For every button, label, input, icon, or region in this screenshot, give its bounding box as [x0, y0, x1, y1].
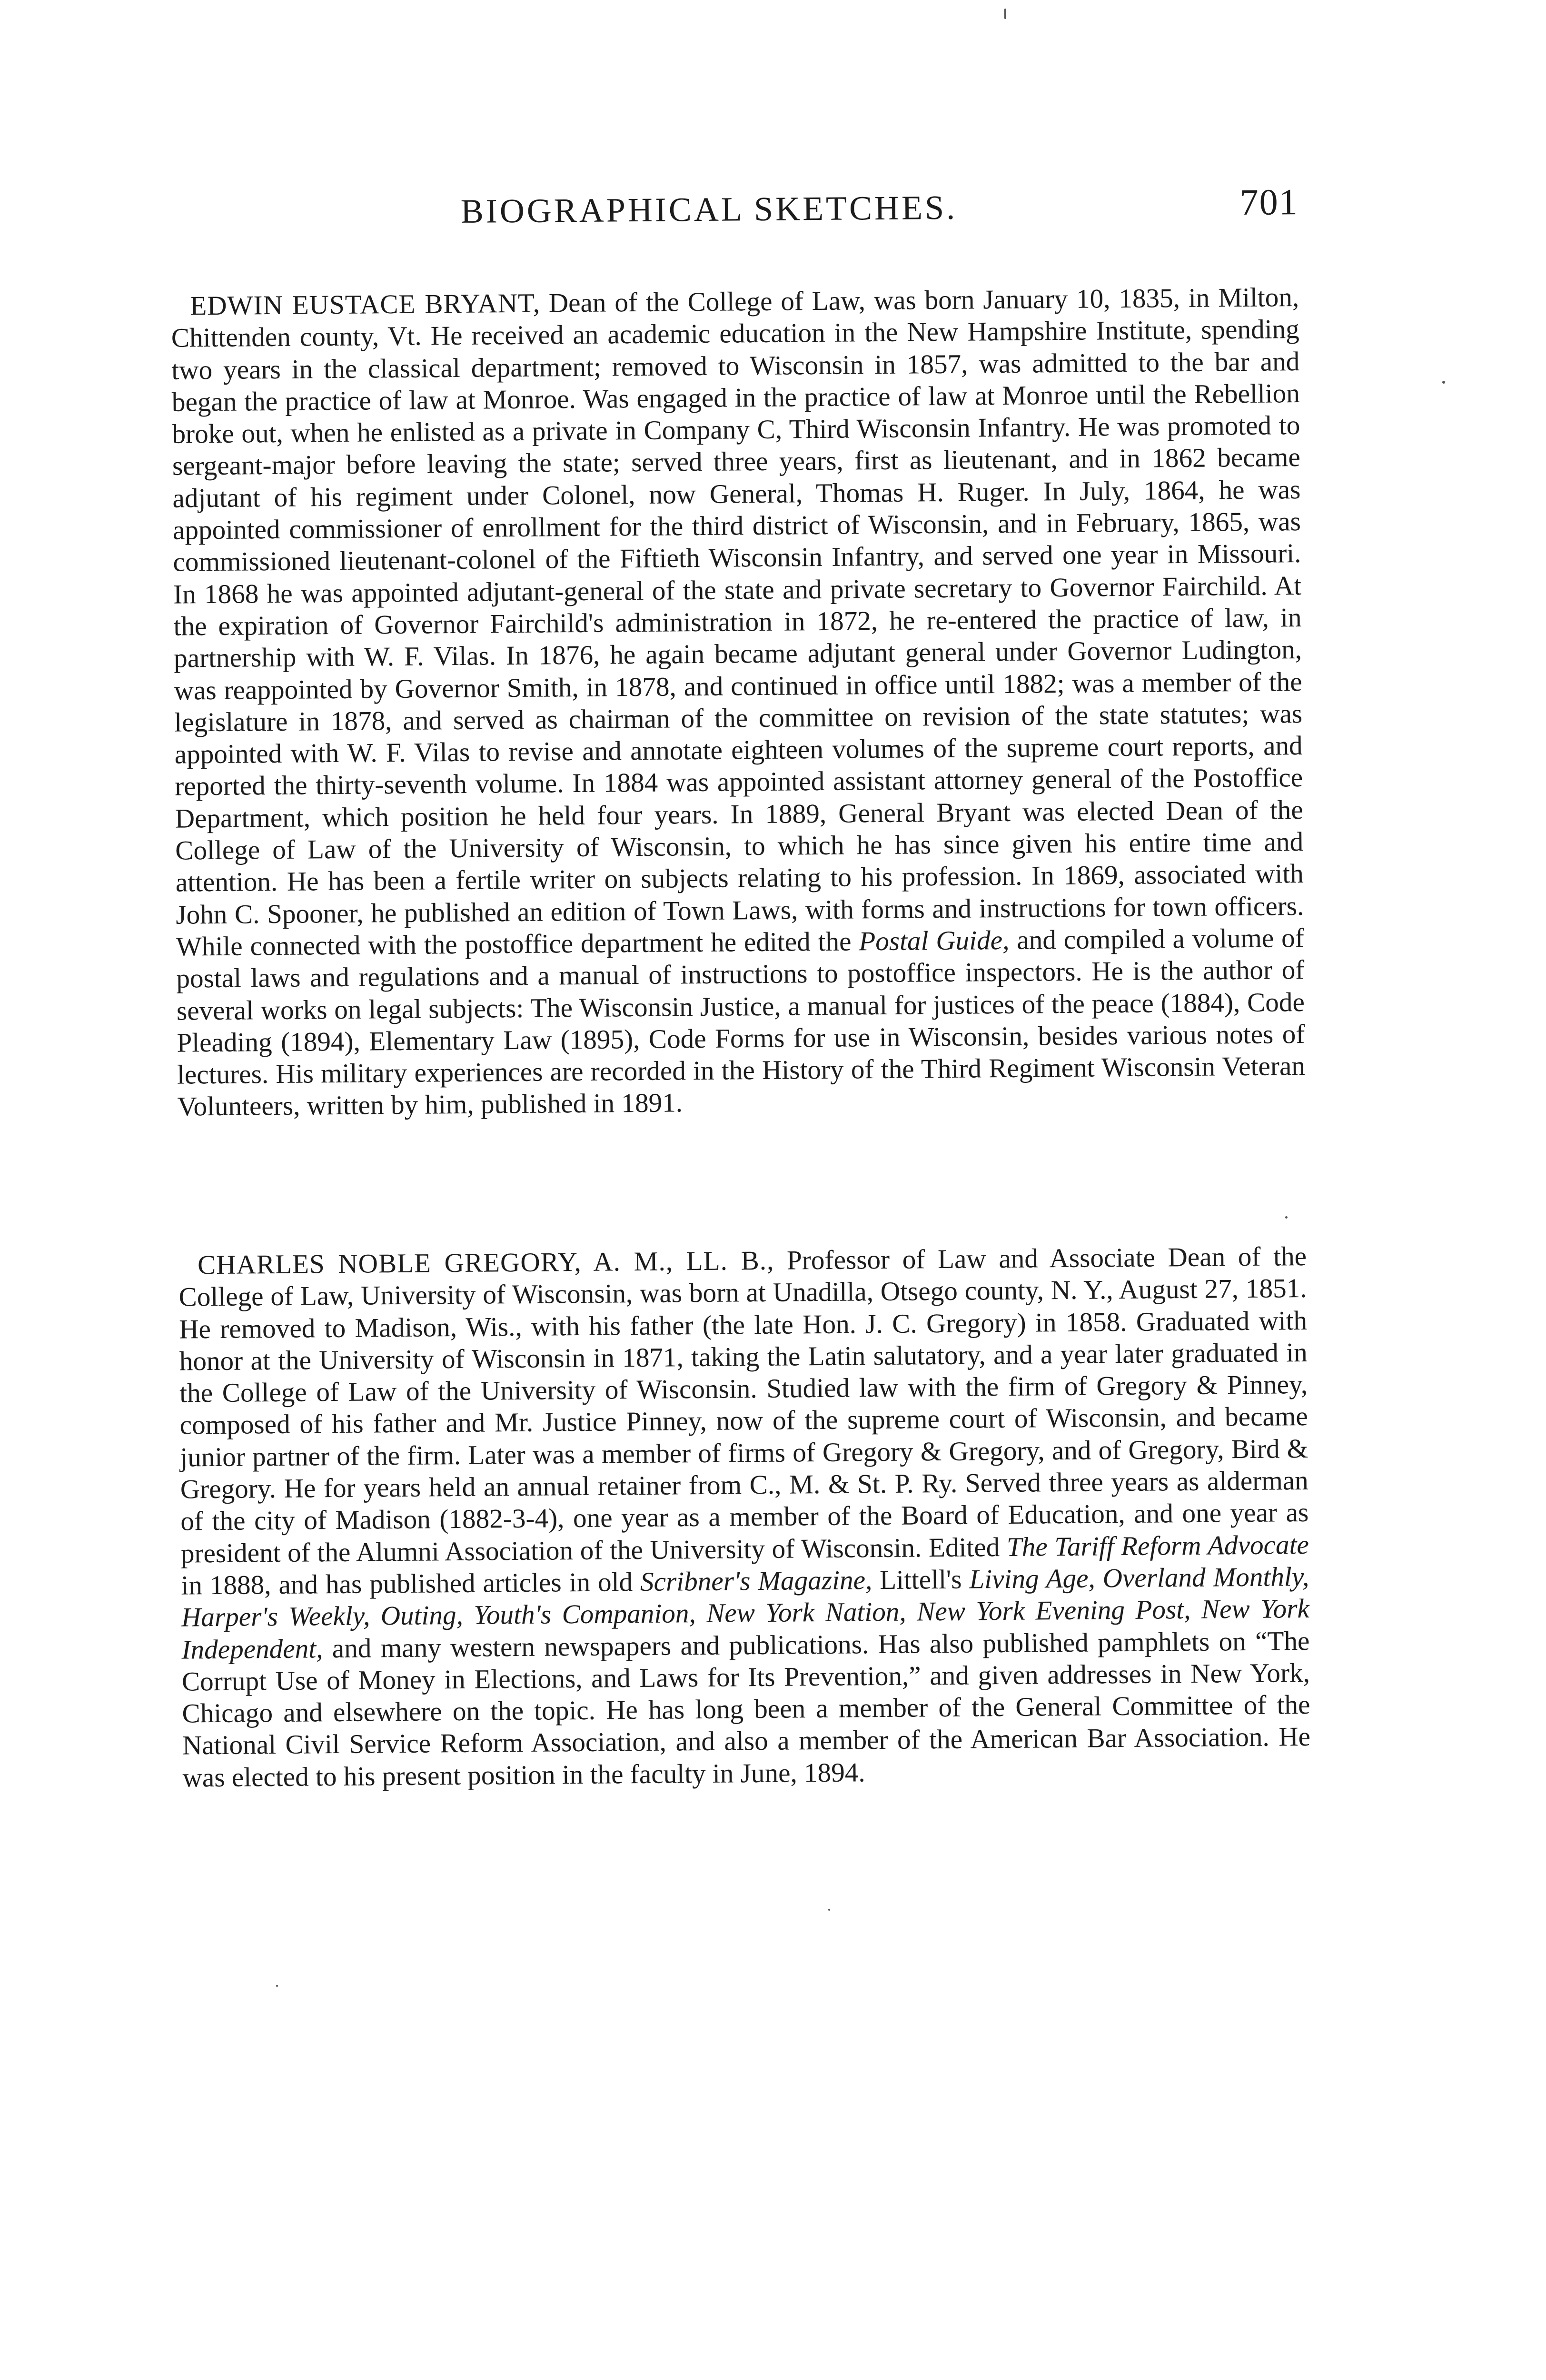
- print-speck: [1004, 9, 1006, 19]
- sketch-text: in 1888, and has published articles in old: [181, 1567, 641, 1601]
- biographical-sketch-bryant: [171, 281, 1306, 1123]
- sketch-paragraph: [171, 281, 1306, 1123]
- biographical-sketch-gregory: [178, 1240, 1311, 1794]
- sketch-text: and compiled a volume of postal laws and regulations and a manual of instructions to postoffice inspectors. He is the author of several works on legal subjects: The Wisconsin Justice, a manual for justices of the peace (1884), Code Pleading (1894), Elementary Law (1895), Code Forms for use in Wisconsin, besides various notes of lectures. His military experiences are recorded in the History of the Third Regiment Wisconsin Veteran Volunteers, written by him, published in 1891.: [176, 922, 1306, 1122]
- print-speck: [276, 1985, 278, 1987]
- print-speck: [1442, 381, 1445, 384]
- running-head: [170, 180, 1298, 247]
- italic-title: The Tariff Reform Advocate: [1006, 1529, 1309, 1562]
- sketch-text: Professor of Law and Associate Dean of the College of Law, University of Wisconsin, was born at Unadilla, Otsego county, N. Y., August 27, 1851. He removed to Madison, Wis., with his father (the late Hon. J. C. Gregory) in 1858. Graduated with honor at the University of Wisconsin in 1871, taking the Latin salutatory, and a year later graduated in the College of Law of the University of Wisconsin. Studied law with the firm of Gregory & Pinney, composed of his father and Mr. Justice Pinney, now of the supreme court of Wisconsin, and became junior partner of the firm. Later was a member of firms of Gregory & Gregory, and of Gregory, Bird & Gregory. He for years held an annual retainer from C., M. & St. P. Ry. Served three years as alderman of the city of Madison (1882-3-4), one year as a member of the Board of Education, and one year as president of the Alumni Association of the University of Wisconsin. Edited: [178, 1241, 1309, 1569]
- italic-title: Living Age, Overland Monthly, Harper's Weekly, Outing, Youth's Companion, New York Nation, New York Evening Post, New York Independent,: [181, 1561, 1310, 1665]
- print-speck: [828, 1909, 830, 1911]
- italic-title: Scribner's Magazine,: [640, 1565, 872, 1597]
- page-number: 701: [1239, 181, 1298, 223]
- sketch-text: and many western newspapers and publications. Has also published pamphlets on “The Corrupt Use of Money in Elections, and Laws for Its Prevention,” and given addresses in New York, Chicago and elsewhere on the topic. He has long been a member of the General Committee of the National Civil Service Reform Association, and also a member of the American Bar Association. He was elected to his present position in the faculty in June, 1894.: [181, 1626, 1311, 1793]
- print-speck: [1285, 1216, 1288, 1219]
- subject-name: CHARLES NOBLE GREGORY, A. M., LL. B.,: [197, 1245, 774, 1280]
- sketch-paragraph: [178, 1240, 1311, 1794]
- sketch-text: Dean of the College of Law, was born January 10, 1835, in Milton, Chittenden county, Vt. He received an academic education in the New Hampshire Institute, spending two years in the classical department; removed to Wisconsin in 1857, was admitted to the bar and began the practice of law at Monroe. Was engaged in the practice of law at Monroe until the Rebellion broke out, when he enlisted as a private in Company C, Third Wisconsin Infantry. He was promoted to sergeant-major before leaving the state; served three years, first as lieutenant, and in 1862 became adjutant of his regiment under Colonel, now General, Thomas H. Ruger. In July, 1864, he was appointed commissioner of enrollment for the third district of Wisconsin, and in February, 1865, was commissioned lieutenant-colonel of the Fiftieth Wisconsin Infantry, and served one year in Missouri. In 1868 he was appointed adjutant-general of the state and private secretary to Governor Fairchild. At the expiration of Governor Fairchild's administration in 1872, he re-entered the practice of law, in partnership with W. F. Vilas. In 1876, he again became adjutant general under Governor Ludington, was reappointed by Governor Smith, in 1878, and continued in office until 1882; was a member of the legislature in 1878, and served as chairman of the committee on revision of the state statutes; was appointed with W. F. Vilas to revise and annotate eighteen volumes of the supreme court reports, and reported the thirty-seventh volume. In 1884 was appointed assistant attorney general of the Postoffice Department, which position he held four years. In 1889, General Bryant was elected Dean of the College of Law of the University of Wisconsin, to which he has since given his entire time and attention. He has been a fertile writer on subjects relating to his profession. In 1869, associated with John C. Spooner, he published an edition of Town Laws, with forms and instructions for town officers. While connected with the postoffice department he edited the: [171, 282, 1304, 962]
- sketch-text: Littell's: [872, 1564, 970, 1596]
- subject-name: EDWIN EUSTACE BRYANT,: [190, 288, 541, 321]
- italic-title: Postal Guide,: [859, 925, 1010, 957]
- running-title: BIOGRAPHICAL SKETCHES.: [460, 188, 958, 230]
